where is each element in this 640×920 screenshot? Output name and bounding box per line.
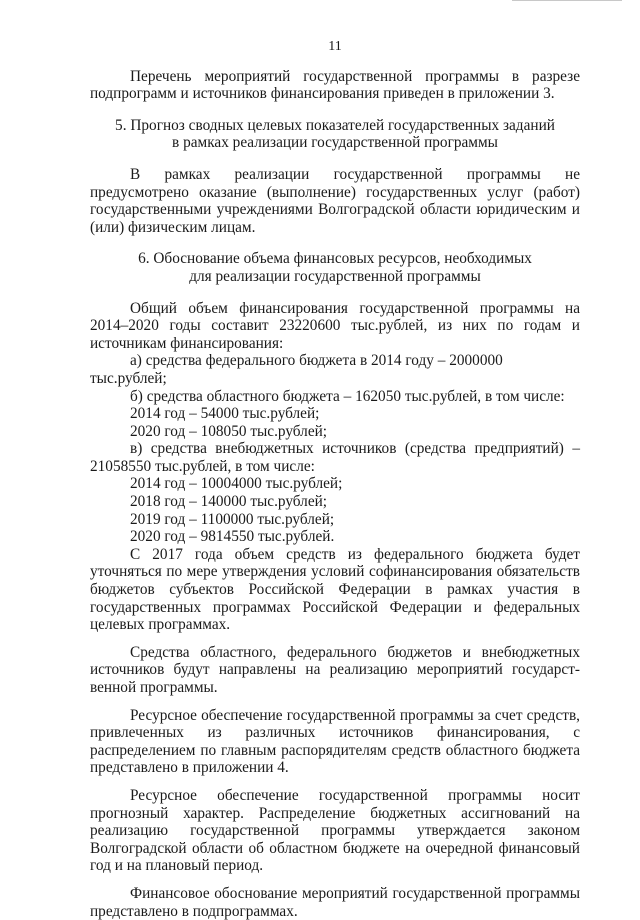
paragraph-forecast-nature: Ресурсное обеспечение государственной программы носит прогнозный характер. Распределение бюджетных ассигнований на реализацию государственной программы утверждается законом Волгоградской области об областном бюджете на очередной финансовый год и на плановый период. (90, 786, 580, 875)
funding-item-extrabudgetary: в) средства внебюджетных источников (средства предприятий) – 21058550 тыс.рублей, в том числе: (90, 440, 580, 475)
funding-extra-2018: 2018 год – 140000 тыс.рублей; (130, 493, 328, 511)
paragraph-resource-annex-4: Ресурсное обеспечение государственной программы за счет средств, привлеченных из различных источников финансирования, с распределением по главным распорядителям средств областного бюджета представлено в приложении 4. (90, 706, 580, 777)
paragraph-federal-2017: С 2017 года объем средств из федерального бюджета будет уточняться по мере утверждения условий софинансирования обязательств бюджетов субъектов Российской Федерации в рамках участия в государственных программах Российской Федерации и федеральных целевых программах. (90, 545, 580, 634)
funding-regional-2020: 2020 год – 108050 тыс.рублей; (130, 422, 328, 440)
section-5-title-line-1: 5. Прогноз сводных целевых показателей государственных заданий (115, 116, 555, 134)
section-6-title-line-2: для реализации государственной программы (189, 267, 481, 285)
section-5-text: В рамках реализации государственной программы не предусмотрено оказание (выполнение) государственных услуг (работ) государственными учреждениями Волгоградской области юридическим и (или) физическим лицам. (90, 165, 580, 236)
funding-item-regional: б) средства областного бюджета – 162050 тыс.рублей, в том числе: (130, 387, 565, 405)
paragraph-financial-justification: Финансовое обоснование мероприятий государственной программы представлено в подпрограммах. (90, 884, 580, 920)
paragraph-annex-3: Перечень мероприятий государственной программы в разрезе подпрограмм и источников финансирования приведен в приложении 3. (90, 67, 580, 103)
paragraph-funds-direction: Средства областного, федерального бюджетов и внебюджетных источников будут направлены на реализацию мероприятий государст-венной программы. (90, 643, 580, 696)
funding-item-federal: а) средства федерального бюджета в 2014 году – 2000000 тыс.рублей; (90, 352, 503, 387)
top-edge-mark (512, 0, 622, 5)
section-6-title (90, 250, 580, 285)
page-number: 11 (328, 39, 342, 54)
section-5-title-line-2: в рамках реализации государственной программы (172, 134, 498, 152)
section-6-intro: Общий объем финансирования государственной программы на 2014–2020 годы составит 23220600 тыс.рублей, из них по годам и источникам финансирования: (90, 299, 580, 352)
section-5-title (90, 117, 580, 152)
funding-extra-2019: 2019 год – 1100000 тыс.рублей; (130, 510, 335, 528)
document-page (90, 38, 580, 920)
section-6-title-line-1: 6. Обоснование объема финансовых ресурсов, необходимых (138, 250, 532, 268)
funding-extra-2020: 2020 год – 9814550 тыс.рублей. (130, 528, 335, 546)
funding-regional-2014: 2014 год – 54000 тыс.рублей; (130, 405, 320, 423)
funding-extra-2014: 2014 год – 10004000 тыс.рублей; (130, 475, 343, 493)
